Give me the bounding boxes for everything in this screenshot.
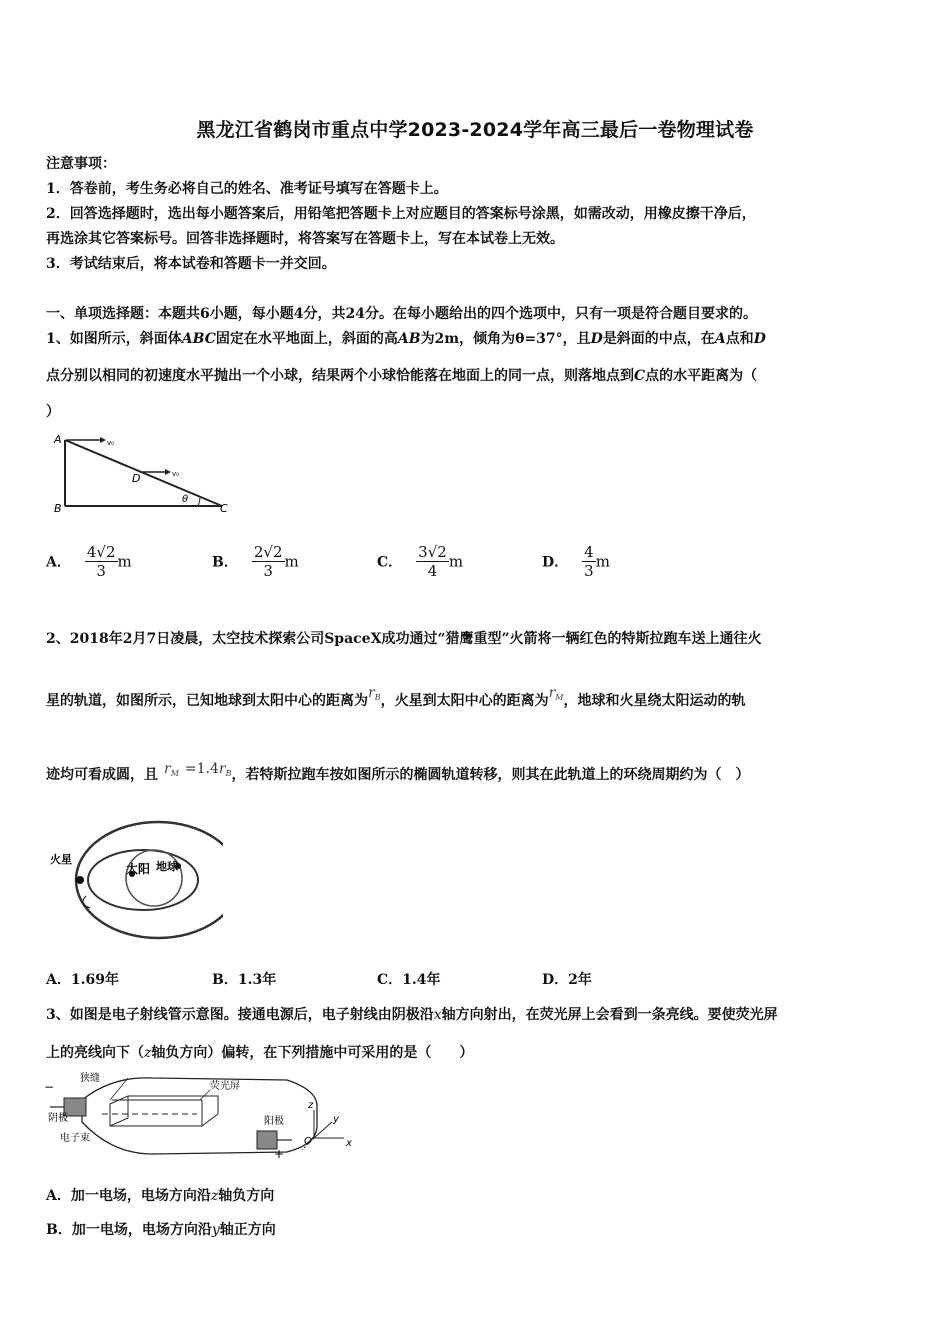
- q3-stem-line1: 3、如图是电子射线管示意图。接通电源后，电子射线由阴极沿x轴方向射出，在荧光屏上会看到一条亮线。要使荧光屏: [46, 1007, 778, 1023]
- q2-stem-line3: 迹均可看成圆，且 $r^M =1.4r^B$，若特斯拉跑车按如图所示的椭圆轨道转移，则其在此轨道上的环绕周期约为（ ）: [46, 761, 750, 783]
- label-cathode: 阴极: [48, 1113, 68, 1124]
- notice-heading: 注意事项：: [46, 156, 116, 172]
- label-origin: O: [304, 1136, 312, 1147]
- q2-orbit-figure: [48, 818, 223, 943]
- q1-option-b[interactable]: B． $\frac{2√2}{3}$ m: [212, 543, 299, 580]
- q2-option-b[interactable]: B．1.3年: [212, 972, 277, 988]
- label-v0: v₀: [107, 439, 114, 447]
- q3-stem-line2: 上的亮线向下（z轴负方向）偏转，在下列措施中可采用的是（ ）: [46, 1045, 474, 1061]
- label-screen: 荧光屏: [210, 1081, 240, 1092]
- label-mars: 火星: [50, 853, 72, 866]
- label-C: C: [220, 502, 228, 515]
- q2-stem-line2: 星的轨道，如图所示，已知地球到太阳中心的距离为$r^B$，火星到太阳中心的距离为$r^M$，地球和火星绕太阳运动的轨: [46, 685, 746, 709]
- q2-option-c[interactable]: C．1.4年: [377, 972, 441, 988]
- label-y-axis: y: [333, 1114, 339, 1125]
- q1-stem-line1: 1、如图所示，斜面体ABC固定在水平地面上，斜面的高AB为2m，倾角为θ=37°，且D是斜面的中点，在A点和D: [46, 331, 766, 347]
- label-D: D: [132, 472, 141, 485]
- q3-tube-figure: [42, 1066, 362, 1161]
- label-x-axis: x: [346, 1138, 352, 1149]
- section-heading: 一、单项选择题：本题共6小题，每小题4分，共24分。在每小题给出的四个选项中，只有一项是符合题目要求的。: [46, 306, 757, 322]
- q1-option-d[interactable]: D． $\frac{4}{3}$ m: [542, 543, 610, 580]
- label-B: B: [54, 502, 62, 515]
- q2-option-a[interactable]: A．1.69年: [46, 972, 119, 988]
- label-beam: 电子束: [60, 1133, 90, 1144]
- page-title: 黑龙江省鹤岗市重点中学2023-2024学年高三最后一卷物理试卷: [196, 119, 754, 141]
- q1-incline-figure: [50, 430, 240, 515]
- label-z-axis: z: [308, 1100, 314, 1111]
- q1-option-c[interactable]: C． $\frac{3√2}{4}$ m: [377, 543, 464, 580]
- label-theta: θ: [182, 494, 189, 505]
- q1-option-a[interactable]: A． $\frac{4√2}{3}$ m: [46, 543, 132, 580]
- notice-item: 再选涂其它答案标号。回答非选择题时，将答案写在答题卡上，写在本试卷上无效。: [46, 231, 564, 247]
- q2-option-d[interactable]: D．2年: [542, 972, 592, 988]
- notice-item: 2．回答选择题时，选出每小题答案后，用铅笔把答题卡上对应题目的答案标号涂黑，如需改动，用橡皮擦干净后，: [46, 206, 756, 222]
- label-plus: +: [274, 1147, 285, 1161]
- label-anode: 阳极: [264, 1116, 284, 1127]
- label-A: A: [54, 433, 62, 446]
- label-minus: −: [44, 1080, 55, 1094]
- notice-item: 3．考试结束后，将本试卷和答题卡一并交回。: [46, 256, 336, 272]
- q3-option-b[interactable]: B．加一电场，电场方向沿y轴正方向: [46, 1222, 276, 1238]
- label-sun: 太阳: [126, 862, 151, 876]
- label-v0: v₀: [172, 470, 179, 478]
- notice-item: 1．答卷前，考生务必将自己的姓名、准考证号填写在答题卡上。: [46, 181, 448, 197]
- label-earth: 地球: [156, 860, 178, 873]
- q1-stem-line2: 点分别以相同的初速度水平抛出一个小球，结果两个小球恰能落在地面上的同一点，则落地点到C点的水平距离为（: [46, 368, 758, 384]
- label-slit: 狭缝: [80, 1073, 100, 1084]
- q1-stem-line3: ）: [46, 404, 60, 420]
- q3-option-a[interactable]: A．加一电场，电场方向沿z轴负方向: [46, 1188, 275, 1204]
- q2-stem-line1: 2、2018年2月7日凌晨，太空技术探索公司SpaceX成功通过“猎鹰重型”火箭将一辆红色的特斯拉跑车送上通往火: [46, 631, 762, 647]
